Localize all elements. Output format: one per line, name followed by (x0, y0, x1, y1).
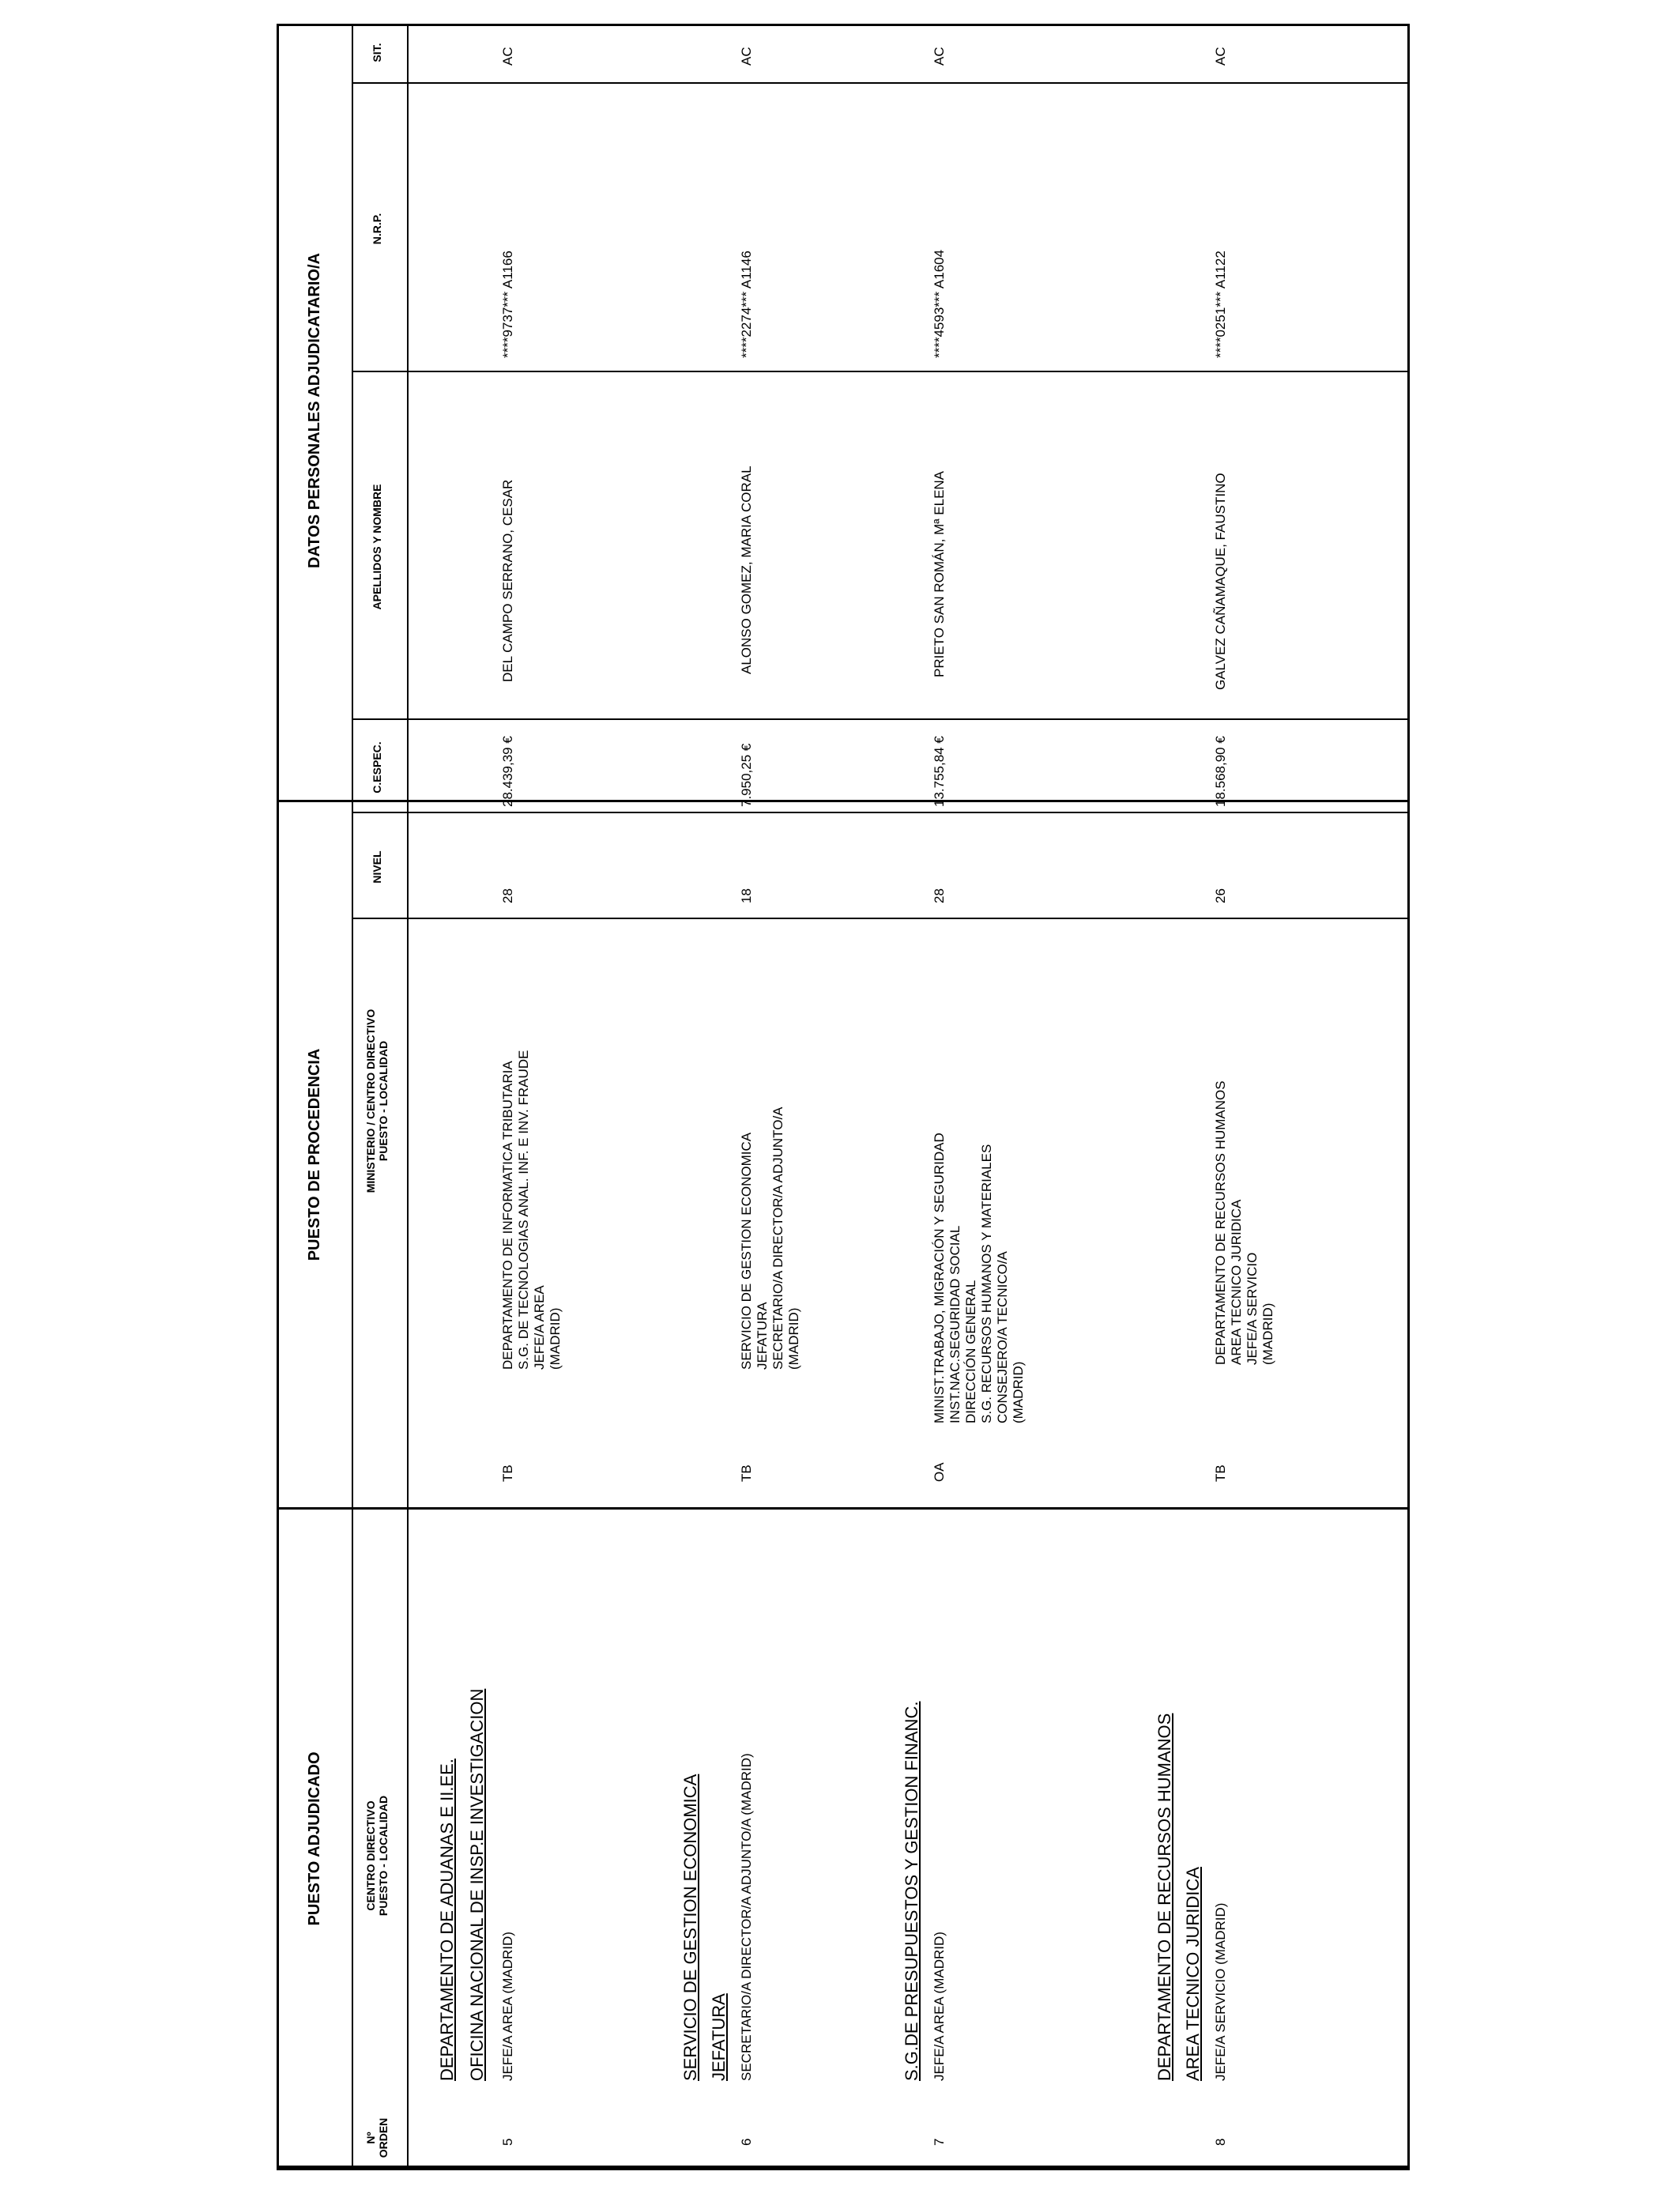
procedencia-cell: SERVICIO DE GESTION ECONOMICA JEFATURA SECRETARIO/A DIRECTOR/A ADJUNTO/A (MADRID) (739, 1106, 801, 1370)
puesto-cell: SECRETARIO/A DIRECTOR/A ADJUNTO/A (MADRID) (739, 1753, 754, 2081)
header-puesto-adjudicado: PUESTO ADJUDICADO (306, 1751, 323, 1926)
nombre-cell: PRIETO SAN ROMÁN, Mª ELENA (932, 470, 947, 677)
nombre-cell: DEL CAMPO SERRANO, CESAR (500, 479, 515, 682)
nombre-cell: ALONSO GOMEZ, MARIA CORAL (739, 466, 754, 674)
divider (352, 812, 1410, 813)
header-centro-directivo: CENTRO DIRECTIVO PUESTO - LOCALIDAD (364, 1795, 390, 1917)
divider (352, 918, 1410, 919)
puesto-cell: JEFE/A SERVICIO (MADRID) (1213, 1902, 1228, 2081)
sit-cell: AC (739, 47, 754, 66)
nivel-cell: 26 (1213, 888, 1228, 903)
cespec-cell: 7.950,25 € (739, 743, 754, 807)
tipo-cell: TB (500, 1465, 515, 1482)
dept-heading: SERVICIO DE GESTION ECONOMICA (680, 1774, 700, 2081)
header-ministerio: MINISTERIO / CENTRO DIRECTIVO PUESTO - LOCALIDAD (364, 1008, 390, 1193)
nrp-cell: ****0251*** A1122 (1213, 251, 1228, 358)
divider (352, 718, 1410, 720)
puesto-cell: JEFE/A AREA (MADRID) (500, 1932, 515, 2081)
cespec-cell: 13.755,84 € (932, 736, 947, 807)
orden-cell: 5 (500, 2138, 515, 2146)
unit-heading: S.G.DE PRESUPUESTOS Y GESTION FINANC. (902, 1701, 921, 2081)
adjudication-table (277, 24, 1410, 2170)
sit-cell: AC (932, 47, 947, 66)
procedencia-cell: DEPARTAMENTO DE RECURSOS HUMANOS AREA TECNICO JURIDICA JEFE/A SERVICIO (MADRID) (1213, 1080, 1275, 1365)
nivel-cell: 18 (739, 888, 754, 903)
nrp-cell: ****9737*** A1166 (500, 251, 515, 358)
nivel-cell: 28 (500, 888, 515, 903)
divider (287, 2166, 288, 2168)
header-nrp: N.R.P. (371, 213, 383, 245)
header-c-espec: C.ESPEC. (371, 741, 383, 794)
divider (279, 1507, 1407, 1510)
header-n-orden: Nº ORDEN (364, 2117, 390, 2158)
cespec-cell: 18.568,90 € (1213, 736, 1228, 807)
procedencia-cell: MINIST.TRABAJO, MIGRACIÓN Y SEGURIDAD INST.NAC.SEGURIDAD SOCIAL DIRECCIÓN GENERAL S.G. RECURSOS HUMANOS Y MATERIALES CONSEJERO/A TECNICO/A (MADRID) (932, 1133, 1026, 1423)
unit-heading: AREA TECNICO JURIDICA (1183, 1867, 1203, 2081)
orden-cell: 7 (932, 2138, 947, 2146)
unit-heading: JEFATURA (709, 1993, 729, 2081)
orden-cell: 8 (1213, 2138, 1228, 2146)
nivel-cell: 28 (932, 888, 947, 903)
unit-heading: OFICINA NACIONAL DE INSP.E INVESTIGACION (467, 1688, 487, 2081)
nrp-cell: ****2274*** A1146 (739, 251, 754, 358)
divider (352, 26, 353, 2168)
tipo-cell: OA (932, 1462, 947, 1482)
divider (279, 2166, 1407, 2168)
divider (407, 26, 409, 2168)
tipo-cell: TB (739, 1465, 754, 1482)
sit-cell: AC (500, 47, 515, 66)
orden-cell: 6 (739, 2138, 754, 2146)
dept-heading: DEPARTAMENTO DE RECURSOS HUMANOS (1155, 1713, 1174, 2081)
tipo-cell: TB (1213, 1465, 1228, 1482)
cespec-cell: 28.439,39 € (500, 736, 515, 807)
header-apellidos: APELLIDOS Y NOMBRE (371, 484, 383, 610)
header-nivel: NIVEL (371, 850, 383, 884)
divider (279, 800, 1407, 802)
nrp-cell: ****4593*** A1604 (932, 249, 947, 358)
header-datos-personales: DATOS PERSONALES ADJUDICATARIO/A (306, 253, 323, 568)
sit-cell: AC (1213, 47, 1228, 66)
divider (352, 371, 1410, 372)
header-sit-wrap: SIT. (371, 43, 383, 62)
puesto-cell: JEFE/A AREA (MADRID) (932, 1932, 947, 2081)
dept-heading: DEPARTAMENTO DE ADUANAS E II.EE. (437, 1759, 457, 2081)
header-puesto-procedencia: PUESTO DE PROCEDENCIA (306, 1048, 323, 1261)
nombre-cell: GALVEZ CAÑAMAQUE, FAUSTINO (1213, 473, 1228, 690)
divider (352, 82, 1410, 84)
procedencia-cell: DEPARTAMENTO DE INFORMATICA TRIBUTARIA S.G. DE TECNOLOGIAS ANAL. INF. E INV. FRAUDE JEFE/A AREA (MADRID) (500, 1050, 563, 1370)
